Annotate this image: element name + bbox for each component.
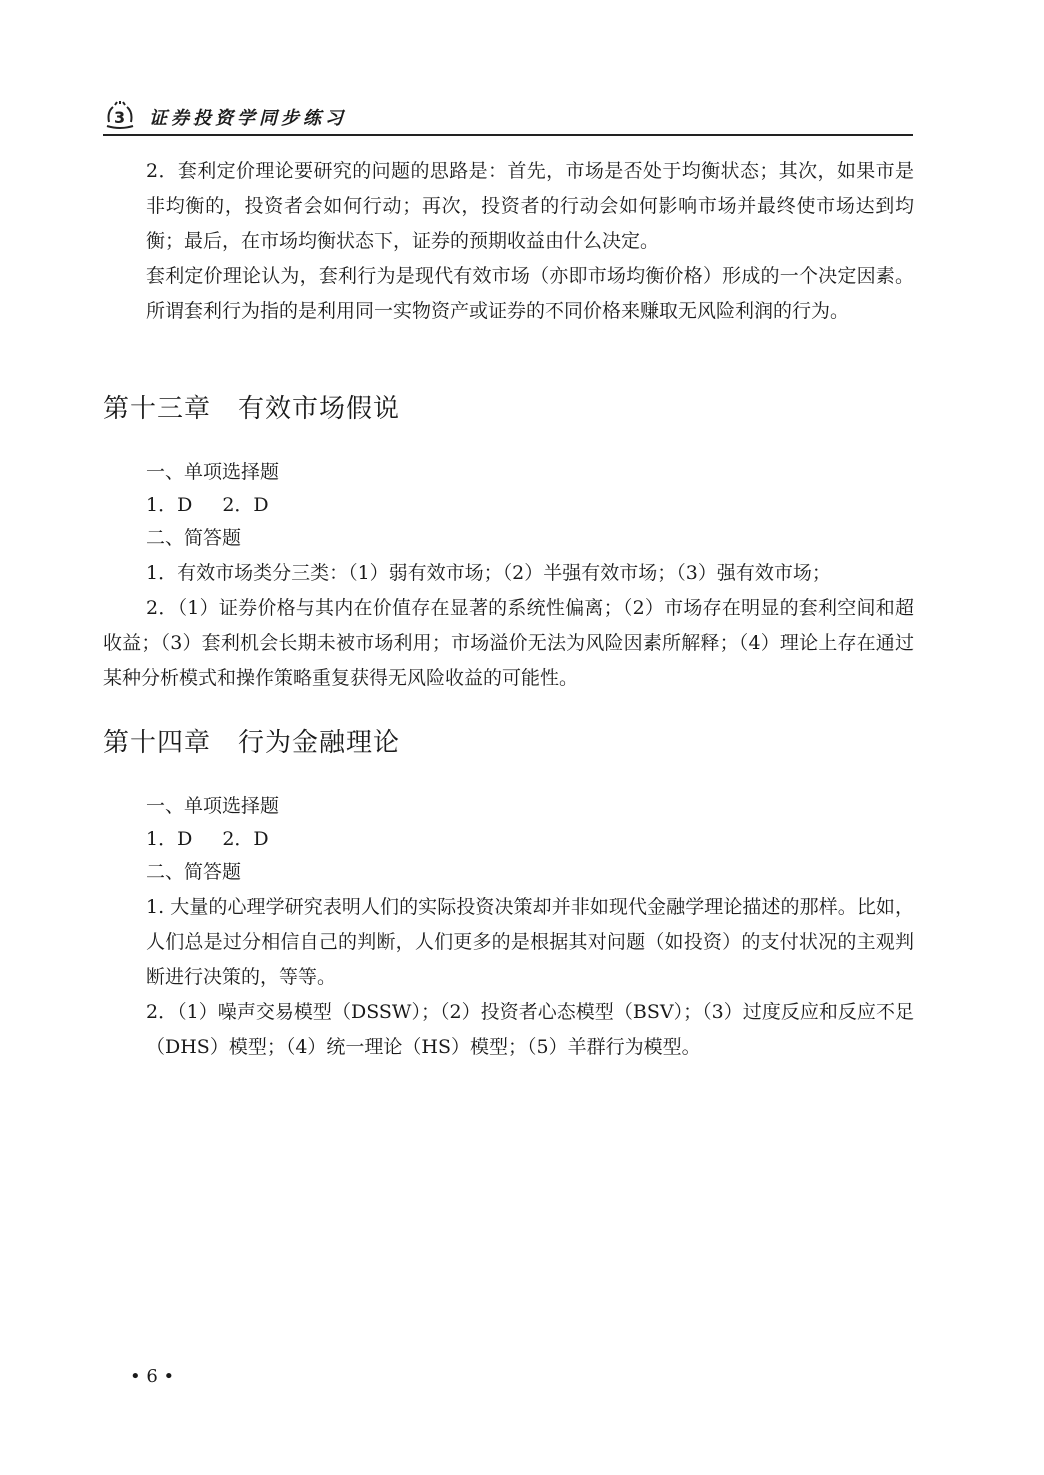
ch13-short-answer-1: 1．有效市场类分三类：（1）弱有效市场；（2）半强有效市场；（3）强有效市场；: [146, 562, 831, 584]
ch13-mc-answers: [146, 488, 914, 523]
chapter-13-title: 第十三章 有效市场假说: [103, 394, 401, 424]
ch14-short-answer-2: 2．（1）噪声交易模型（DSSW）；（2）投资者心态模型（BSV）；（3）过度反应和反应不足（DHS）模型；（4）统一理论（HS）模型；（5）羊群行为模型。: [146, 1001, 914, 1058]
ch14-part2-heading: 二、简答题: [146, 861, 242, 883]
ch13-answer-1: 1．D: [146, 494, 193, 516]
publisher-logo-icon: [103, 100, 137, 130]
ch14-part1-heading: 一、单项选择题: [146, 795, 280, 817]
apt-answer-q2-para2: 套利定价理论认为，套利行为是现代有效市场（亦即市场均衡价格）形成的一个决定因素。所谓套利行为指的是利用同一实物资产或证券的不同价格来赚取无风险利润的行为。: [146, 265, 914, 322]
ch13-short-answer-2: 2．（1）证券价格与其内在价值存在显著的系统性偏离；（2）市场存在明显的套利空间和超收益；（3）套利机会长期未被市场利用；市场溢价无法为风险因素所解释；（4）理论上存在通过某种分析模式和操作策略重复获得无风险收益的可能性。: [103, 597, 914, 689]
svg-text:3: 3: [114, 108, 126, 127]
book-title: 证券投资学同步练习: [149, 108, 347, 129]
ch13-part2-heading: 二、简答题: [146, 527, 242, 549]
apt-answer-q2: 2．套利定价理论要研究的问题的思路是：首先，市场是否处于均衡状态；其次，如果市是非均衡的，投资者会如何行动；再次，投资者的行动会如何影响市场并最终使市场达到均衡；最后，在市场均衡状态下，证券的预期收益由什么决定。: [146, 160, 914, 252]
running-header: [103, 98, 913, 136]
chapter-14-title: 第十四章 行为金融理论: [103, 728, 401, 758]
ch13-part1-heading: 一、单项选择题: [146, 461, 280, 483]
ch14-mc-answers: [146, 822, 914, 857]
ch13-answer-2: 2．D: [222, 494, 269, 516]
ch14-short-answer-1: 1. 大量的心理学研究表明人们的实际投资决策却并非如现代金融学理论描述的那样。比如，人们总是过分相信自己的判断，人们更多的是根据其对问题（如投资）的支付状况的主观判断进行决策的，等等。: [146, 896, 914, 988]
ch14-answer-2: 2．D: [222, 828, 269, 850]
page-number: • 6 •: [130, 1366, 175, 1387]
ch14-answer-1: 1．D: [146, 828, 193, 850]
